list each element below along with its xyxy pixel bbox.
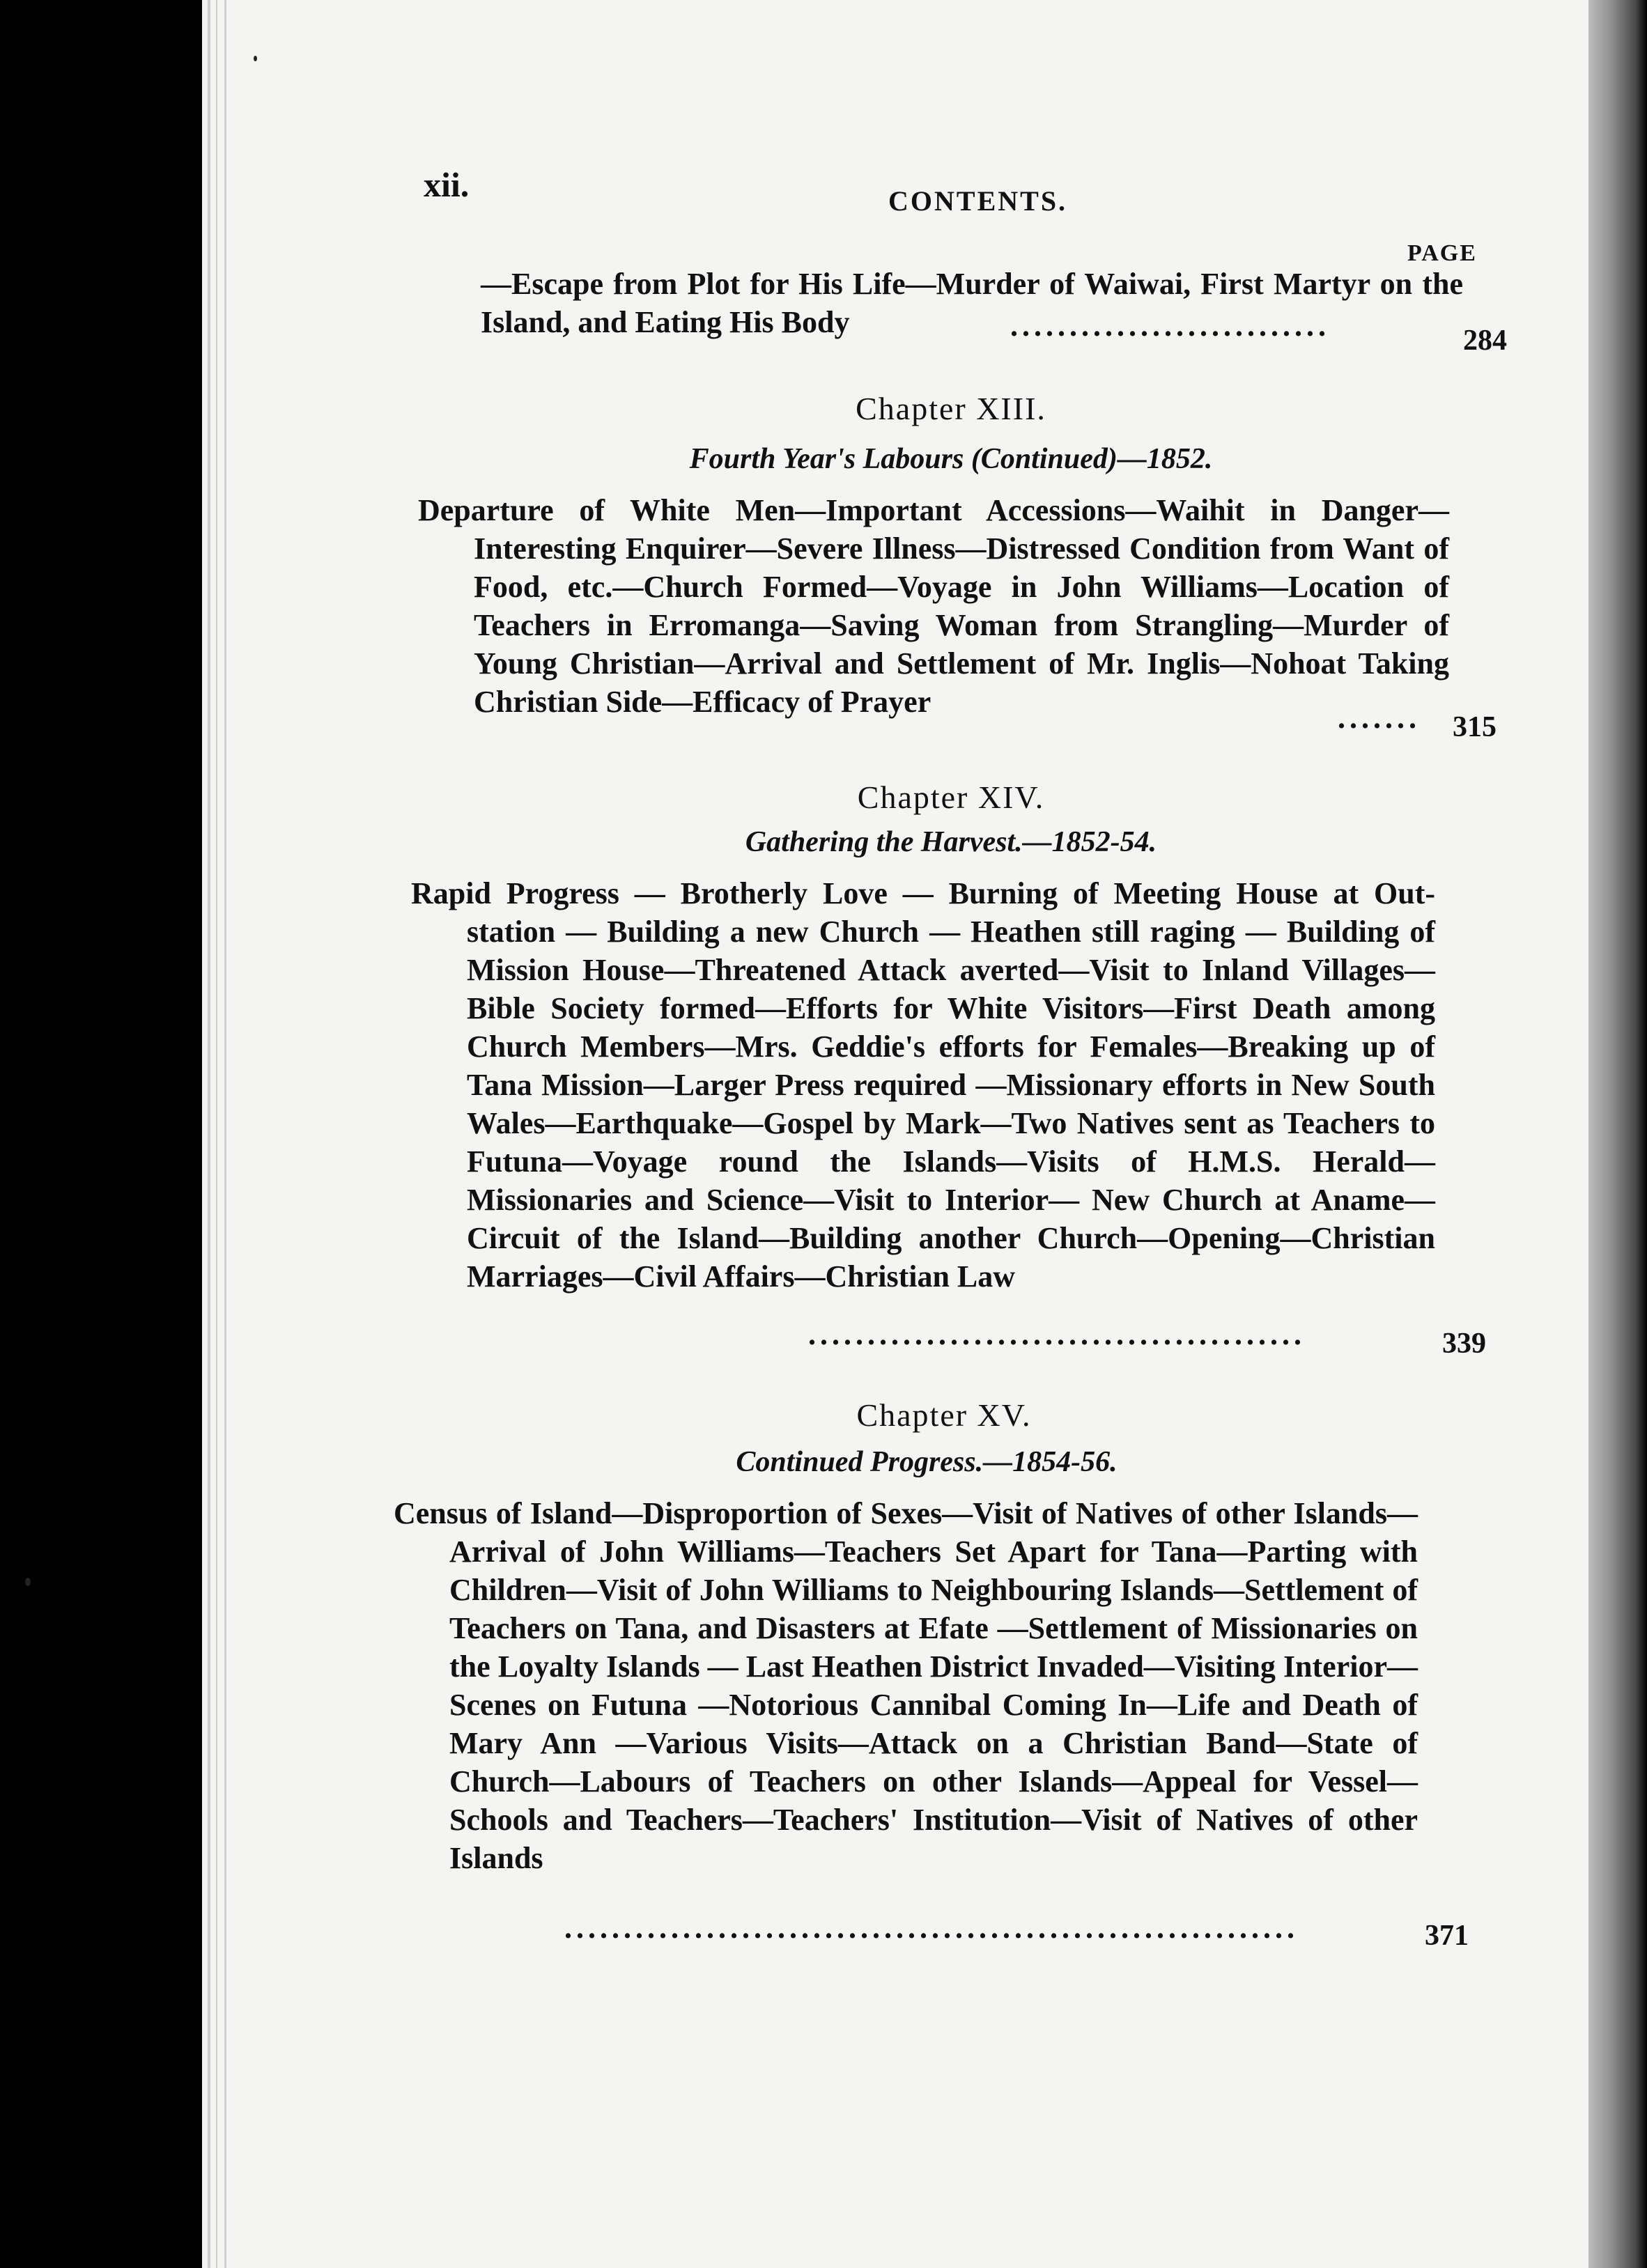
contents-entry bbox=[394, 1494, 1418, 1877]
chapter-heading: Chapter XV. bbox=[856, 1397, 1032, 1433]
contents-entry bbox=[411, 874, 1435, 1296]
dot-leader: .............................................................. bbox=[564, 1911, 1299, 1945]
running-head: CONTENTS. bbox=[888, 185, 1068, 217]
chapter-subtitle: Gathering the Harvest.—1852-54. bbox=[745, 826, 1157, 858]
entry-text: Departure of White Men—Important Accessions—Waihit in Danger—Interesting Enquirer—Severe Illness—Distressed Condition from Want of Food, etc.—Church Formed—Voyage in John Williams—Location of Teachers in Erromanga—Saving Woman from Strangling—Murder of Young Christian—Arrival and Settlement of Mr. Inglis—Nohoat Taking Christian Side—Efficacy of Prayer bbox=[418, 493, 1449, 719]
chapter-heading: Chapter XIV. bbox=[857, 779, 1045, 815]
page-edge-line bbox=[224, 0, 226, 2268]
page-column-label: PAGE bbox=[1407, 240, 1477, 266]
entry-text: Census of Island—Disproportion of Sexes—Visit of Natives of other Islands—Arrival of John Williams—Teachers Set Apart for Tana—Parting with Children—Visit of John Williams to Neighbouring Islands—Settlement of Teachers on Tana, and Disasters at Efate —Settlement of Missionaries on the Loyalty Islands — Last Heathen District Invaded—Visiting Interior—Scenes on Futuna —Notorious Cannibal Coming In—Life and Death of Mary Ann —Various Visits—Attack on a Christian Band—State of Church—Labours of Teachers on other Islands—Appeal for Vessel—Schools and Teachers—Teachers' Institution—Visit of Natives of other Islands bbox=[394, 1496, 1418, 1875]
dot-leader: ........................... bbox=[1010, 309, 1330, 343]
scan-speck bbox=[254, 56, 257, 61]
entry-text: —Escape from Plot for His Life—Murder of Waiwai, First Martyr on the Island, and Eating His Body bbox=[481, 267, 1463, 339]
entry-text: Rapid Progress — Brotherly Love — Burning of Meeting House at Out-station — Building a new Church — Heathen still raging — Building of Mission House—Threatened Attack averted—Visit to Inland Villages—Bible Society formed—Efforts for White Visitors—First Death among Church Members—Mrs. Geddie's efforts for Females—Breaking up of Tana Mission—Larger Press required —Missionary efforts in New South Wales—Earthquake—Gospel by Mark—Two Natives sent as Teachers to Futuna—Voyage round the Islands—Visits of H.M.S. Herald—Missionaries and Science—Visit to Interior— New Church at Aname—Circuit of the Island—Building another Church—Opening—Christian Marriages—Civil Affairs—Christian Law bbox=[411, 876, 1435, 1294]
page-edge-line bbox=[208, 0, 210, 2268]
page-number: 315 bbox=[1453, 711, 1497, 743]
dot-leader: ....... bbox=[1338, 701, 1421, 735]
page-number: 371 bbox=[1425, 1920, 1469, 1952]
contents-entry bbox=[418, 491, 1449, 721]
chapter-heading: Chapter XIII. bbox=[856, 391, 1046, 426]
page-edge-line bbox=[216, 0, 217, 2268]
scan-speck bbox=[25, 1578, 31, 1586]
page-folio: xii. bbox=[424, 165, 470, 204]
dot-leader: .......................................... bbox=[808, 1317, 1306, 1351]
chapter-subtitle: Fourth Year's Labours (Continued)—1852. bbox=[689, 443, 1213, 475]
chapter-subtitle: Continued Progress.—1854-56. bbox=[736, 1446, 1118, 1478]
page-curl-shadow bbox=[1588, 0, 1647, 2268]
page-number: 339 bbox=[1442, 1328, 1486, 1360]
page-number: 284 bbox=[1463, 325, 1507, 357]
